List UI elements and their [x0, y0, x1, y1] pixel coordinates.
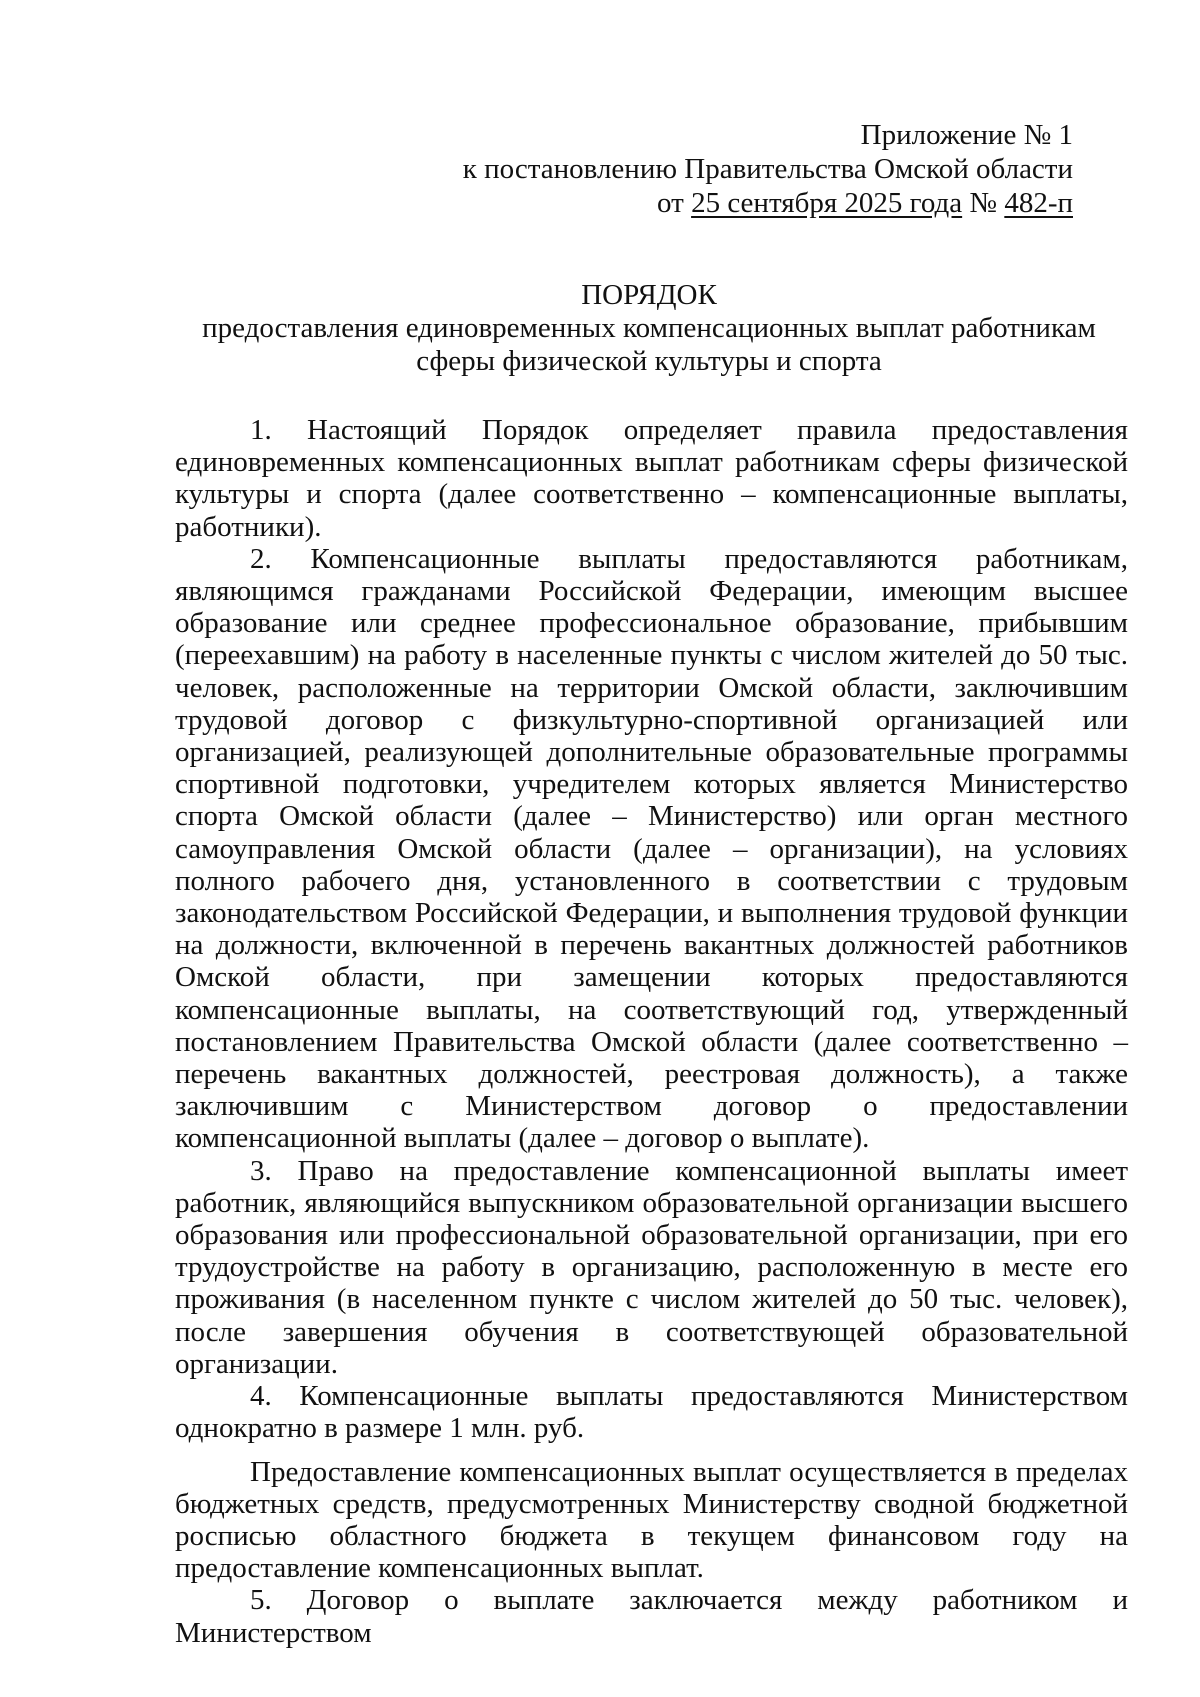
document-title: ПОРЯДОК: [581, 279, 717, 311]
appendix-number: 482-п: [1004, 187, 1073, 219]
document-heading: [170, 279, 1128, 378]
paragraph-4-continued: Предоставление компенсационных выплат осуществляется в пределах бюджетных средств, предусмотренных Министерству сводной бюджетной росписью областного бюджета в текущем финансовом году на предоставление компенсационных выплат.: [175, 1455, 1128, 1585]
document-body: [175, 414, 1128, 1649]
appendix-block: [463, 118, 1073, 220]
paragraph-3: 3. Право на предоставление компенсационной выплаты имеет работник, являющийся выпускником образовательной организации высшего образования или профессиональной образовательной организации, при его трудоустройстве на работу в организацию, расположенную в месте его проживания (в населенном пункте с числом жителей до 50 тыс. человек), после завершения обучения в соответствующей образовательной организации.: [175, 1154, 1128, 1380]
document-subtitle-line-2: сферы физической культуры и спорта: [416, 345, 882, 377]
document-subtitle-line-1: предоставления единовременных компенсационных выплат работникам: [202, 312, 1096, 344]
appendix-date-line: [463, 186, 1073, 220]
appendix-resolution: к постановлению Правительства Омской области: [462, 153, 1073, 185]
appendix-number-sign: №: [969, 187, 998, 219]
paragraph-4: 4. Компенсационные выплаты предоставляются Министерством однократно в размере 1 млн. руб.: [175, 1380, 1128, 1445]
paragraph-1: 1. Настоящий Порядок определяет правила предоставления единовременных компенсационных выплат работникам сферы физической культуры и спорта (далее соответственно – компенсационные выплаты, работники).: [175, 414, 1128, 543]
appendix-date: 25 сентября 2025 года: [691, 187, 963, 219]
paragraph-5: 5. Договор о выплате заключается между работником и Министерством: [175, 1584, 1128, 1649]
appendix-date-prefix: от: [657, 187, 684, 219]
appendix-title: Приложение № 1: [860, 119, 1073, 151]
paragraph-2: 2. Компенсационные выплаты предоставляются работникам, являющимся гражданами Российской Федерации, имеющим высшее образование или среднее профессиональное образование, прибывшим (переехавшим) на работу в населенные пункты с числом жителей до 50 тыс. человек, расположенные на территории Омской области, заключившим трудовой договор с физкультурно-спортивной организацией или организацией, реализующей дополнительные образовательные программы спортивной подготовки, учредителем которых является Министерство спорта Омской области (далее – Министерство) или орган местного самоуправления Омской области (далее – организации), на условиях полного рабочего дня, установленного в соответствии с трудовым законодательством Российской Федерации, и выполнения трудовой функции на должности, включенной в перечень вакантных должностей работников Омской области, при замещении которых предоставляются компенсационные выплаты, на соответствующий год, утвержденный постановлением Правительства Омской области (далее соответственно – перечень вакантных должностей, реестровая должность), а также заключившим с Министерством договор о предоставлении компенсационной выплаты (далее – договор о выплате).: [175, 542, 1128, 1155]
